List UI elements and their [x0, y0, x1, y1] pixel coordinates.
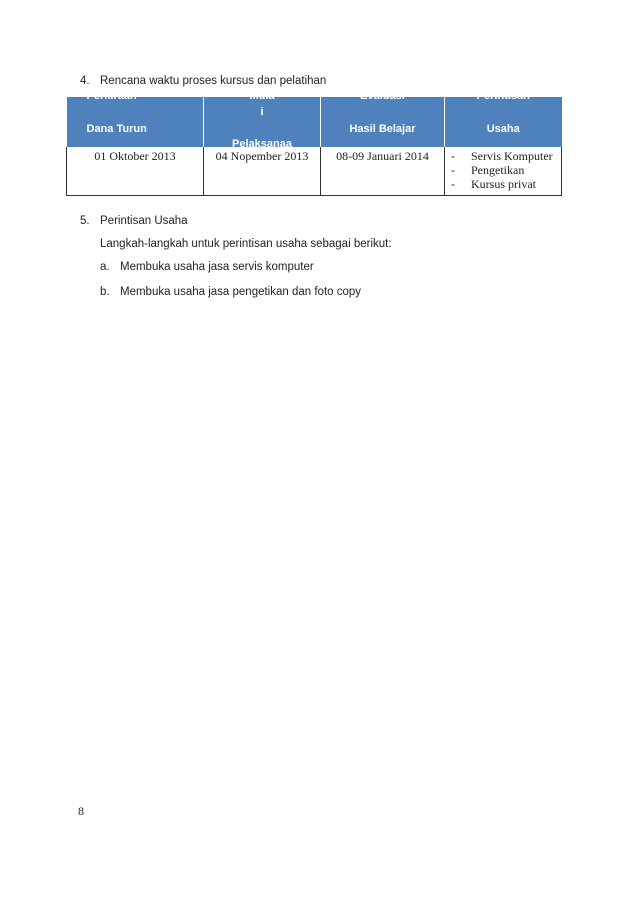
list-item-text: Servis Komputer	[471, 149, 553, 163]
section-5-number: 5.	[80, 215, 90, 227]
section-5-heading	[80, 215, 188, 227]
header-cell-text: Usaha	[486, 123, 520, 135]
header-cell-text: Pelaksanaa	[232, 138, 292, 150]
header-start-implementation	[204, 90, 321, 150]
schedule-table	[66, 90, 562, 196]
header-cell-text: Perintisan	[476, 90, 530, 102]
header-cell-text: Mula	[249, 90, 275, 102]
section-5-intro: Langkah-langkah untuk perintisan usaha sebagai berikut:	[100, 238, 392, 250]
header-cell-text: i	[260, 106, 264, 118]
dash-bullet: -	[451, 149, 455, 163]
step-label: a.	[100, 261, 110, 273]
table-row	[67, 147, 562, 196]
list-item	[449, 177, 557, 191]
business-list	[449, 149, 557, 195]
list-item	[449, 149, 557, 163]
list-item	[449, 163, 557, 177]
step-item-a	[100, 261, 314, 273]
step-item-b	[100, 286, 361, 298]
header-cell-text: Evaluasi	[360, 90, 405, 102]
section-4-heading	[80, 75, 326, 87]
step-text: Membuka usaha jasa servis komputer	[120, 261, 314, 273]
list-item-text: Pengetikan	[471, 163, 525, 177]
header-cell-text: Hasil Belajar	[349, 123, 416, 135]
step-label: b.	[100, 286, 110, 298]
cell-evaluation-date: 08-09 Januari 2014	[321, 147, 445, 196]
page-number: 8	[78, 804, 84, 818]
section-4-number: 4.	[80, 75, 90, 87]
dash-bullet: -	[451, 163, 455, 177]
cell-start-date: 04 Nopember 2013	[204, 147, 321, 196]
cell-business-list	[445, 147, 562, 196]
table-header-row	[67, 97, 562, 147]
header-cell-text: Dana Turun	[86, 123, 147, 135]
section-4-title: Rencana waktu proses kursus dan pelatihan	[100, 75, 327, 87]
cell-funds-date: 01 Oktober 2013	[67, 147, 204, 196]
section-5-title: Perintisan Usaha	[100, 215, 188, 227]
dash-bullet: -	[451, 177, 455, 191]
header-business-startup	[445, 90, 562, 147]
header-estimated-funds	[67, 90, 204, 147]
list-item-text: Kursus privat	[471, 177, 536, 191]
header-learning-evaluation	[321, 90, 445, 147]
header-cell-text: Perkiraan	[86, 90, 137, 102]
step-text: Membuka usaha jasa pengetikan dan foto copy	[120, 286, 362, 298]
